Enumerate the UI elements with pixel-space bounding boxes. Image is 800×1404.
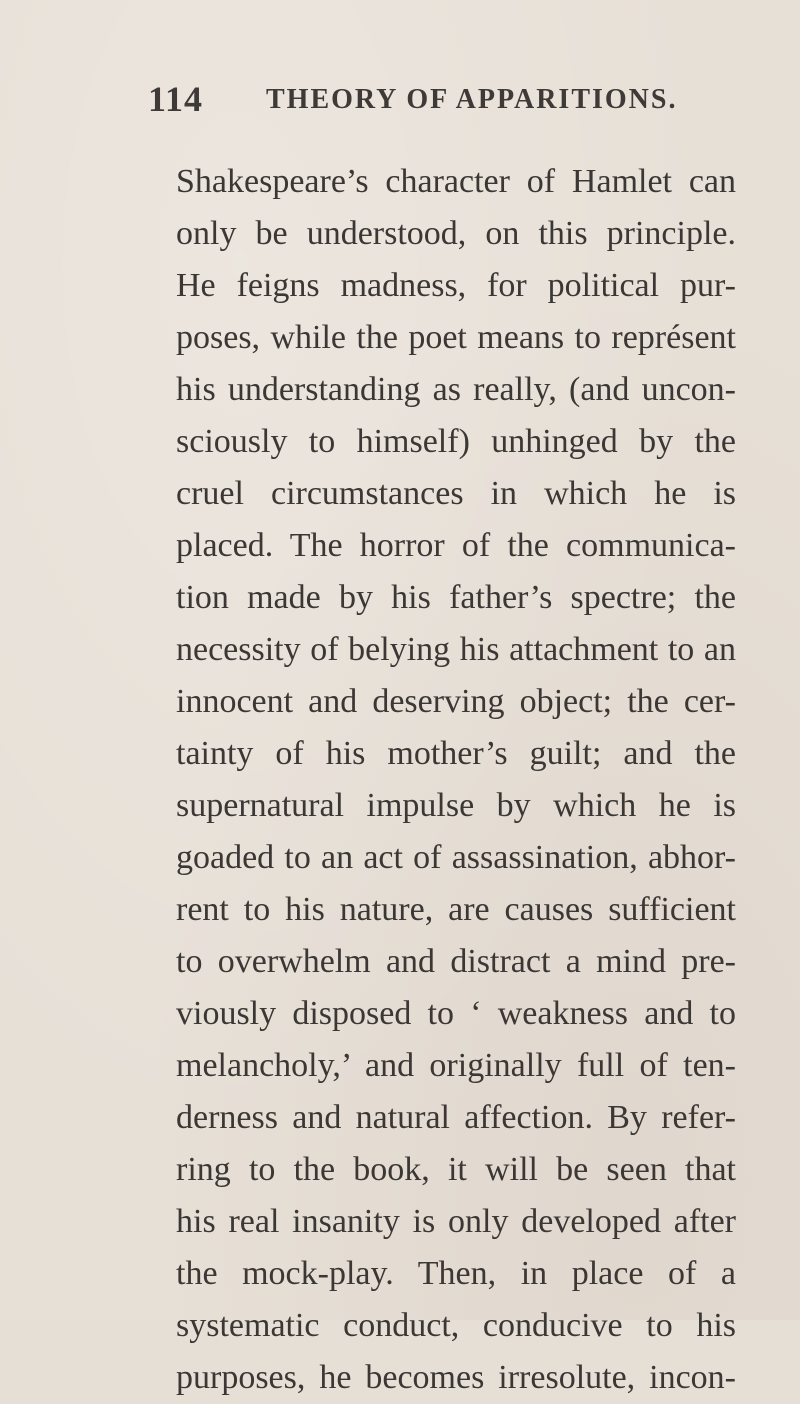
text-line: necessity of belying his attachment to an — [176, 631, 736, 668]
text-line: to overwhelm and distract a mind pre- — [176, 943, 736, 980]
text-line: innocent and deserving object; the cer- — [176, 683, 736, 720]
text-line: supernatural impulse by which he is — [176, 787, 736, 824]
text-line: ring to the book, it will be seen that — [176, 1151, 736, 1188]
body-text — [176, 156, 736, 1404]
text-line: his real insanity is only developed after — [176, 1203, 736, 1240]
text-line: purposes, he becomes irresolute, incon- — [176, 1359, 736, 1396]
running-head — [148, 78, 708, 128]
text-line: sciously to himself) unhinged by the — [176, 423, 736, 460]
text-line: melancholy,’ and originally full of ten- — [176, 1047, 736, 1084]
text-line: the mock-play. Then, in place of a — [176, 1255, 736, 1292]
text-line: viously disposed to ‘ weakness and to — [176, 995, 736, 1032]
text-line: systematic conduct, conducive to his — [176, 1307, 736, 1344]
text-line: poses, while the poet means to représent — [176, 319, 736, 356]
text-line: only be understood, on this principle. — [176, 215, 736, 252]
text-line: rent to his nature, are causes sufficient — [176, 891, 736, 928]
text-line: tainty of his mother’s guilt; and the — [176, 735, 736, 772]
text-line: his understanding as really, (and uncon- — [176, 371, 736, 408]
page-number: 114 — [148, 79, 204, 119]
text-line: derness and natural affection. By refer- — [176, 1099, 736, 1136]
text-line: placed. The horror of the communica- — [176, 527, 736, 564]
text-line: tion made by his father’s spectre; the — [176, 579, 736, 616]
running-title: THEORY OF APPARITIONS. — [266, 84, 678, 115]
text-line: Shakespeare’s character of Hamlet can — [176, 163, 736, 200]
text-line: goaded to an act of assassination, abhor- — [176, 839, 736, 876]
text-line: He feigns madness, for political pur- — [176, 267, 736, 304]
text-line: cruel circumstances in which he is — [176, 475, 736, 512]
